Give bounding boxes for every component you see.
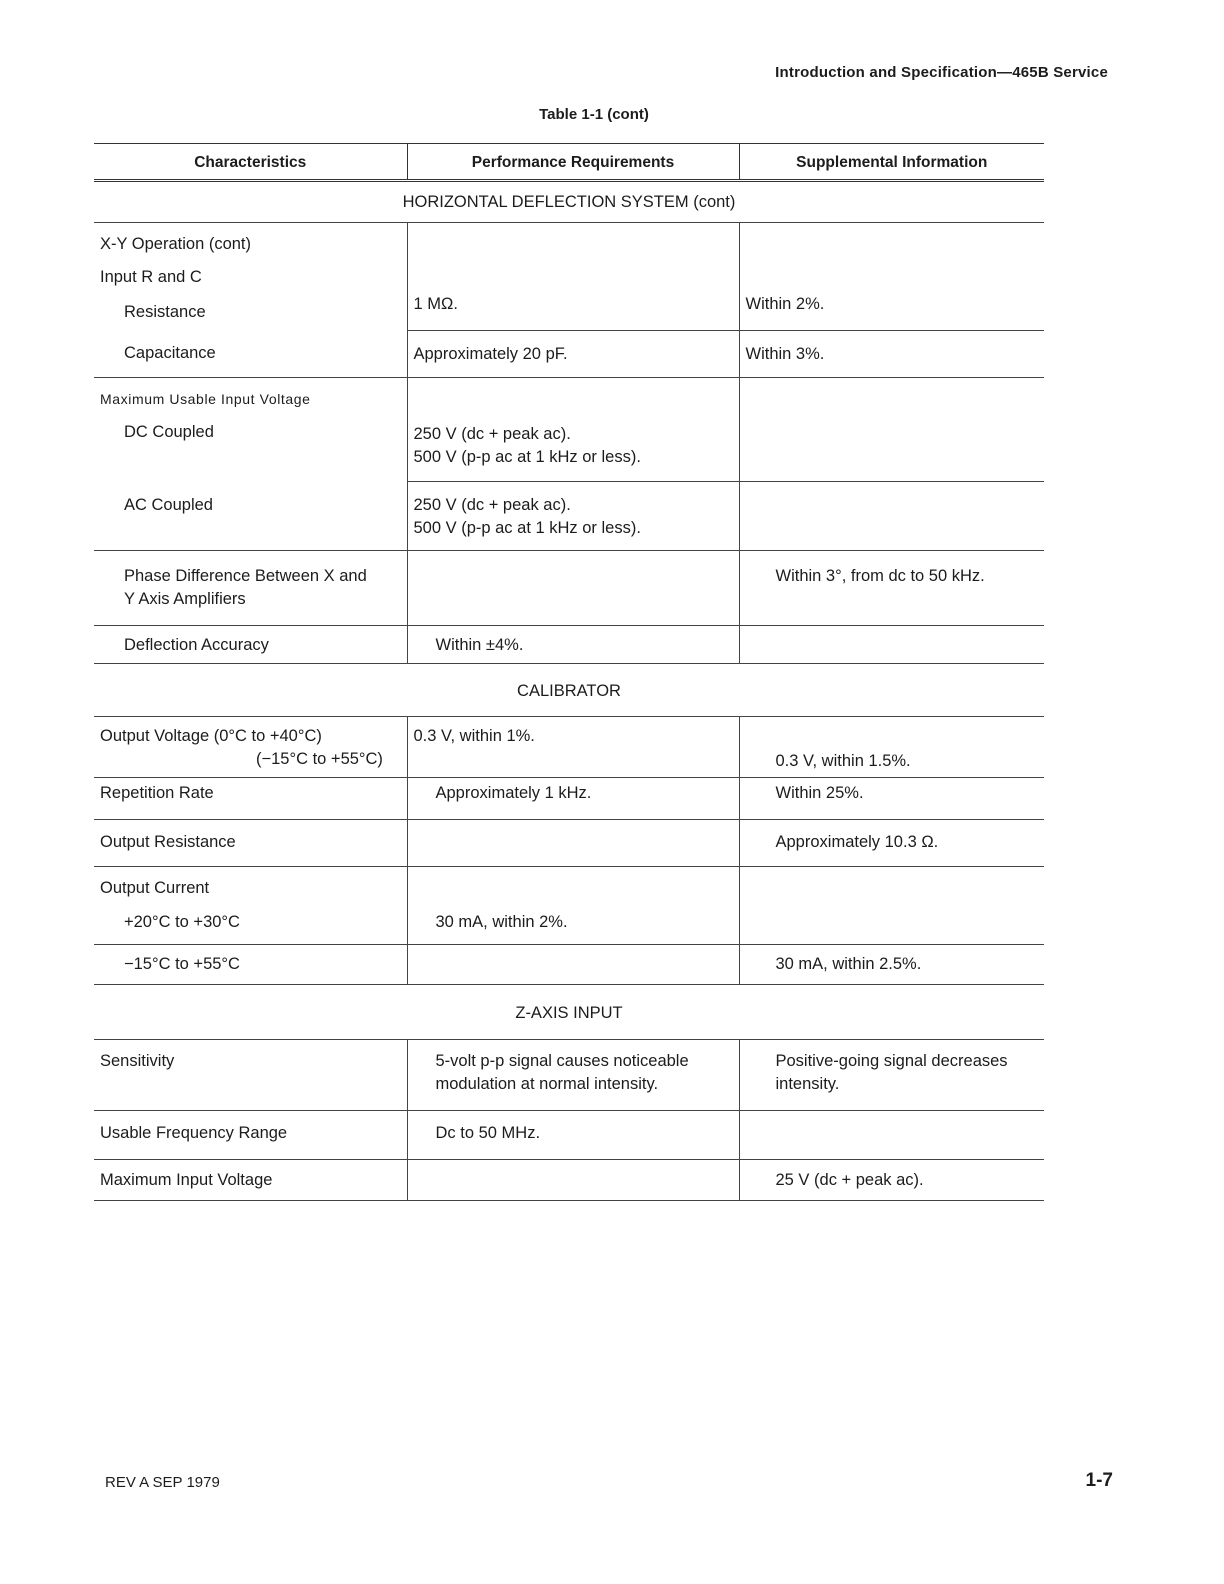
table-row (94, 820, 1044, 867)
xy-operation-label: X-Y Operation (cont) (100, 235, 252, 253)
table-header-row (94, 144, 1044, 181)
usable-frequency-label: Usable Frequency Range (94, 1111, 407, 1160)
dc-coupled-perf-2: 500 V (p-p ac at 1 kHz or less). (413, 448, 641, 466)
output-current-label: Output Current (100, 879, 210, 897)
sensitivity-supp-1: Positive-going signal decreases (775, 1052, 1008, 1070)
section-title-calibrator: CALIBRATOR (94, 664, 1044, 717)
ac-coupled-label: AC Coupled (94, 482, 407, 551)
performance-cell: Approximately 1 kHz. (407, 778, 739, 820)
performance-cell: Approximately 20 pF. (407, 330, 739, 378)
performance-cell (407, 482, 739, 551)
supplemental-cell (739, 867, 1044, 945)
section-title-zaxis: Z-AXIS INPUT (94, 985, 1044, 1040)
table-row (94, 482, 1044, 551)
ac-coupled-perf-2: 500 V (p-p ac at 1 kHz or less). (413, 519, 641, 537)
sensitivity-label: Sensitivity (94, 1040, 407, 1111)
section-row (94, 664, 1044, 717)
column-header-performance: Performance Requirements (407, 144, 739, 181)
performance-cell (407, 378, 739, 482)
phase-difference-label (94, 551, 407, 626)
table-title: Table 1-1 (cont) (539, 106, 649, 123)
supplemental-cell: 0.3 V, within 1.5%. (739, 717, 1044, 778)
performance-cell: 0.3 V, within 1%. (407, 717, 739, 778)
sensitivity-supp-2: intensity. (775, 1075, 840, 1093)
supplemental-cell (739, 482, 1044, 551)
current-15-55-label: −15°C to +55°C (94, 945, 407, 985)
performance-cell (407, 945, 739, 985)
specification-table (94, 143, 1044, 1201)
performance-cell: 1 MΩ. (407, 223, 739, 331)
page-number: 1-7 (1085, 1470, 1113, 1491)
sensitivity-perf-1: 5-volt p-p signal causes noticeable (435, 1052, 689, 1070)
phase-difference-label-2: Y Axis Amplifiers (124, 590, 246, 608)
repetition-rate-label: Repetition Rate (94, 778, 407, 820)
capacitance-label: Capacitance (94, 330, 407, 378)
table-row (94, 717, 1044, 778)
characteristic-cell (94, 223, 407, 331)
supplemental-cell: Within 2%. (739, 223, 1044, 331)
table-row (94, 778, 1044, 820)
supplemental-cell: Within 3°, from dc to 50 kHz. (739, 551, 1044, 626)
current-20-30-label: +20°C to +30°C (124, 913, 240, 931)
performance-cell: Dc to 50 MHz. (407, 1111, 739, 1160)
supplemental-cell (739, 626, 1044, 664)
supplemental-cell: 30 mA, within 2.5%. (739, 945, 1044, 985)
performance-cell (407, 551, 739, 626)
supplemental-cell: 25 V (dc + peak ac). (739, 1160, 1044, 1201)
max-input-voltage-label: Maximum Input Voltage (94, 1160, 407, 1201)
table-row (94, 1160, 1044, 1201)
sensitivity-perf-2: modulation at normal intensity. (435, 1075, 659, 1093)
revision-date: REV A SEP 1979 (105, 1474, 220, 1491)
section-title-horizontal: HORIZONTAL DEFLECTION SYSTEM (cont) (94, 181, 1044, 223)
table-row (94, 1040, 1044, 1111)
column-header-characteristics: Characteristics (94, 144, 407, 181)
supplemental-cell (739, 1111, 1044, 1160)
deflection-accuracy-label: Deflection Accuracy (94, 626, 407, 664)
table-row (94, 223, 1044, 331)
performance-cell: Within ±4%. (407, 626, 739, 664)
supplemental-cell: Within 3%. (739, 330, 1044, 378)
output-resistance-label: Output Resistance (94, 820, 407, 867)
output-voltage-label-2: (−15°C to +55°C) (256, 750, 383, 768)
input-rc-label: Input R and C (100, 268, 202, 286)
characteristic-cell (94, 378, 407, 482)
ac-coupled-perf-1: 250 V (dc + peak ac). (413, 496, 571, 514)
performance-cell (407, 1160, 739, 1201)
table-row (94, 378, 1044, 482)
table-row (94, 1111, 1044, 1160)
dc-coupled-perf-1: 250 V (dc + peak ac). (413, 425, 571, 443)
supplemental-cell (739, 378, 1044, 482)
table-row (94, 626, 1044, 664)
running-head: Introduction and Specification—465B Service (775, 64, 1108, 81)
output-voltage-label (94, 717, 407, 778)
section-row (94, 181, 1044, 223)
performance-cell (407, 1040, 739, 1111)
supplemental-cell (739, 1040, 1044, 1111)
performance-cell: 30 mA, within 2%. (407, 867, 739, 945)
supplemental-cell: Within 25%. (739, 778, 1044, 820)
column-header-supplemental: Supplemental Information (739, 144, 1044, 181)
characteristic-cell (94, 867, 407, 945)
resistance-label: Resistance (124, 303, 206, 321)
performance-cell (407, 820, 739, 867)
max-usable-input-voltage-label: Maximum Usable Input Voltage (100, 391, 311, 407)
table-row (94, 945, 1044, 985)
table-row (94, 551, 1044, 626)
section-row (94, 985, 1044, 1040)
table-row (94, 867, 1044, 945)
table-row (94, 330, 1044, 378)
output-voltage-label-1: Output Voltage (0°C to +40°C) (100, 727, 322, 745)
dc-coupled-label: DC Coupled (124, 423, 214, 441)
phase-difference-label-1: Phase Difference Between X and (124, 567, 367, 585)
supplemental-cell: Approximately 10.3 Ω. (739, 820, 1044, 867)
